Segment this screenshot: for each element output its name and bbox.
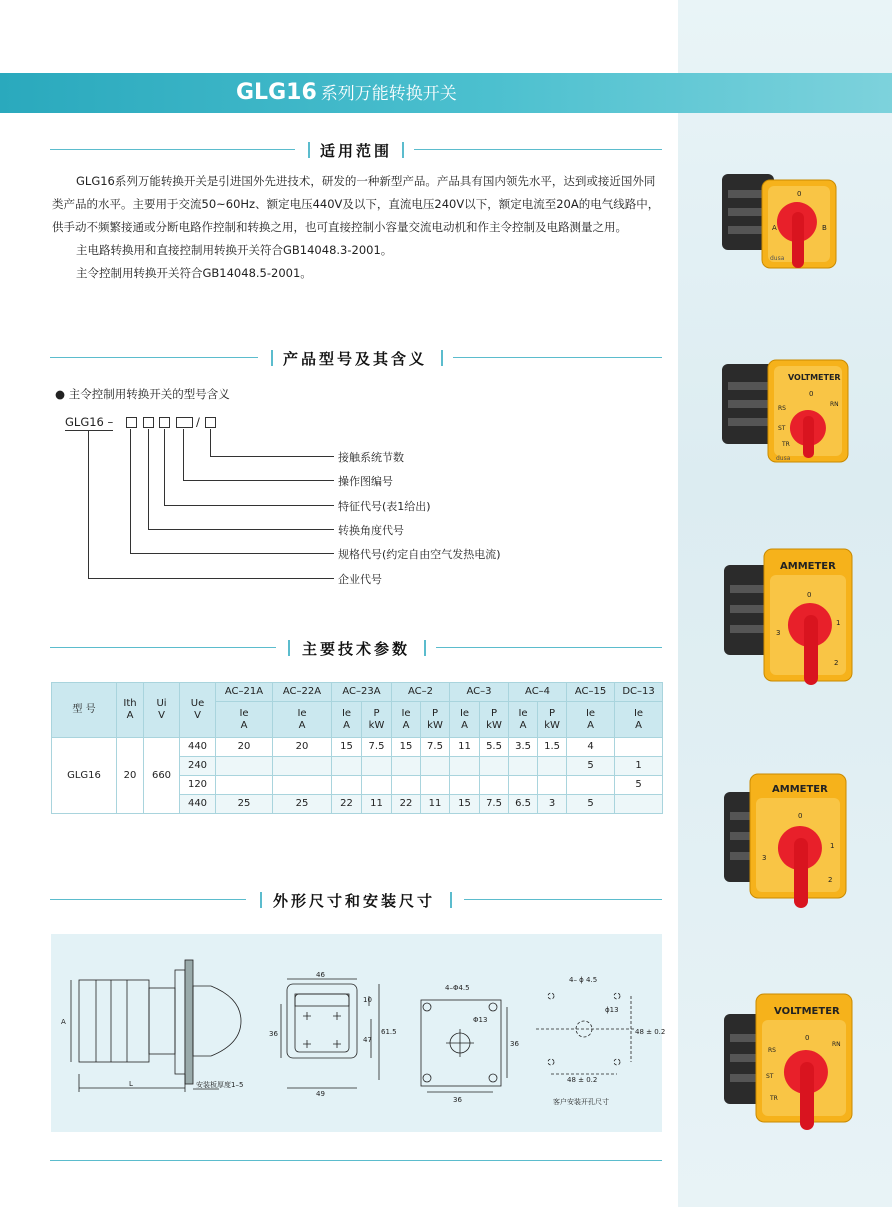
svg-text:0: 0 <box>797 190 802 198</box>
svg-text:AMMETER: AMMETER <box>780 561 836 572</box>
dim-front-d3: 61.5 <box>381 1028 397 1036</box>
th-sub: Ie A <box>615 702 663 738</box>
table-cell: 5 <box>567 795 615 814</box>
table-cell: 22 <box>332 795 362 814</box>
svg-text:1: 1 <box>830 842 835 850</box>
table-cell <box>509 776 538 795</box>
table-cell: 11 <box>362 795 392 814</box>
svg-text:0: 0 <box>798 812 803 820</box>
dim-side-l: L <box>129 1080 133 1088</box>
dim-holes-w: 36 <box>453 1096 462 1104</box>
svg-text:RN: RN <box>830 401 839 408</box>
table-cell: 22 <box>392 795 421 814</box>
dimension-drawings <box>51 934 666 1132</box>
dim-front-bottom: 49 <box>316 1090 325 1098</box>
th-sub: Ie A <box>216 702 273 738</box>
svg-text:A: A <box>772 224 777 232</box>
dim-cutout-h: 48 ± 0.2 <box>635 1028 666 1036</box>
th-group-dc13: DC–13 <box>615 683 663 702</box>
table-cell: 20 <box>216 738 273 757</box>
side-view-drawing <box>71 960 244 1092</box>
th-ue: Ue V <box>180 683 216 738</box>
label-feature-code: 特征代号(表1给出) <box>338 500 431 513</box>
dim-front-d1: 10 <box>363 996 372 1004</box>
svg-text:TR: TR <box>782 441 790 448</box>
dimension-drawing-panel <box>51 934 666 1132</box>
svg-text:dusa: dusa <box>776 455 791 462</box>
dim-cutout-holes: 4– ϕ 4.5 <box>569 976 598 984</box>
dim-holes-h: 36 <box>510 1040 519 1048</box>
th-sub: Ie A <box>273 702 332 738</box>
table-cell: 4 <box>567 738 615 757</box>
table-cell: 3 <box>538 795 567 814</box>
table-cell <box>332 776 362 795</box>
dim-side-a: A <box>61 1018 66 1026</box>
table-cell: 5 <box>615 776 663 795</box>
svg-text:RN: RN <box>832 1041 841 1048</box>
svg-text:ST: ST <box>778 425 786 432</box>
table-cell <box>216 776 273 795</box>
section-title-scope: 适用范围 <box>320 142 393 160</box>
label-contact-sections: 接触系统节数 <box>338 451 404 464</box>
table-cell: 240 <box>180 757 216 776</box>
th-model: 型 号 <box>52 683 117 738</box>
table-cell: 440 <box>180 738 216 757</box>
table-cell: 7.5 <box>421 738 450 757</box>
svg-text:RS: RS <box>778 405 786 412</box>
label-angle-code: 转换角度代号 <box>338 524 404 537</box>
svg-text:3: 3 <box>776 629 781 637</box>
title-bar <box>0 73 892 113</box>
scope-paragraph-1: GLG16系列万能转换开关是引进国外先进技术，研发的一种新型产品。产品具有国内领先水平，达到或接近国外同类产品的水平。主要用于交流50~60Hz、额定电压440V及以下，直流电压240V以下，额定电流至20A的电气线路中，供手动不频繁接通或分断电路作控制和转换之用，也可直接控制小容量交流电动机和作主令控制及电路测量之用。 <box>52 174 660 234</box>
dim-front-top: 46 <box>316 971 325 979</box>
dim-front-left: 36 <box>269 1030 278 1038</box>
th-sub: P kW <box>538 702 567 738</box>
product-photo-voltmeter-2 <box>720 990 860 1135</box>
table-cell <box>273 757 332 776</box>
svg-text:0: 0 <box>809 390 814 398</box>
table-cell: 25 <box>273 795 332 814</box>
scope-text <box>52 170 664 285</box>
section-header-dimensions <box>50 890 662 910</box>
label-spec-code: 规格代号(约定自由空气发热电流) <box>338 548 501 561</box>
table-cell: 25 <box>216 795 273 814</box>
svg-text:VOLTMETER: VOLTMETER <box>788 373 841 382</box>
mounting-holes-drawing <box>421 1000 507 1092</box>
table-cell <box>421 757 450 776</box>
table-cell <box>362 776 392 795</box>
table-cell <box>567 776 615 795</box>
table-cell: 5 <box>567 757 615 776</box>
cell-model: GLG16 <box>52 738 117 814</box>
table-cell <box>362 757 392 776</box>
table-cell <box>421 776 450 795</box>
product-photo-switch-1 <box>712 160 842 280</box>
table-cell <box>332 757 362 776</box>
th-sub: P kW <box>421 702 450 738</box>
dim-panel-thickness: 安装板厚度1–5 <box>196 1081 244 1089</box>
table-cell <box>615 738 663 757</box>
svg-text:TR: TR <box>770 1095 778 1102</box>
section-header-params <box>50 638 662 658</box>
svg-text:VOLTMETER: VOLTMETER <box>774 1006 840 1017</box>
cell-ith: 20 <box>117 738 144 814</box>
dim-holes-label: 4–Φ4.5 <box>445 984 470 992</box>
bottom-divider <box>50 1160 662 1161</box>
table-cell <box>450 776 480 795</box>
section-title-dimensions: 外形尺寸和安装尺寸 <box>273 892 436 910</box>
table-cell: 11 <box>421 795 450 814</box>
table-cell: 7.5 <box>362 738 392 757</box>
th-group-ac3: AC–3 <box>450 683 509 702</box>
svg-text:AMMETER: AMMETER <box>772 784 828 795</box>
table-cell: 1.5 <box>538 738 567 757</box>
svg-text:ST: ST <box>766 1073 774 1080</box>
model-slash: / <box>196 415 200 429</box>
table-cell <box>480 757 509 776</box>
code-box-5 <box>205 417 216 428</box>
table-cell: 3.5 <box>509 738 538 757</box>
dim-cutout-w: 48 ± 0.2 <box>567 1076 598 1084</box>
table-cell: 5.5 <box>480 738 509 757</box>
svg-text:1: 1 <box>836 619 841 627</box>
svg-text:2: 2 <box>834 659 839 667</box>
svg-text:dusa: dusa <box>770 255 785 262</box>
th-ith: Ith A <box>117 683 144 738</box>
th-group-ac2: AC–2 <box>392 683 450 702</box>
model-code-prefix: GLG16 – <box>65 415 114 429</box>
svg-text:3: 3 <box>762 854 767 862</box>
code-box-1 <box>126 417 137 428</box>
th-sub: Ie A <box>567 702 615 738</box>
table-cell <box>450 757 480 776</box>
svg-text:0: 0 <box>807 591 812 599</box>
table-cell: 6.5 <box>509 795 538 814</box>
table-cell <box>615 795 663 814</box>
product-photo-ammeter-2 <box>720 770 860 915</box>
svg-text:0: 0 <box>805 1034 810 1042</box>
th-sub: Ie A <box>450 702 480 738</box>
table-cell <box>538 776 567 795</box>
label-enterprise-code: 企业代号 <box>338 573 382 586</box>
th-sub: Ie A <box>332 702 362 738</box>
th-sub: Ie A <box>392 702 421 738</box>
table-cell <box>273 776 332 795</box>
th-group-ac21a: AC–21A <box>216 683 273 702</box>
product-photo-ammeter-1 <box>718 545 858 690</box>
table-cell: 15 <box>332 738 362 757</box>
table-cell: 11 <box>450 738 480 757</box>
th-sub: P kW <box>480 702 509 738</box>
product-photo-voltmeter-1 <box>712 350 852 470</box>
table-cell <box>509 757 538 776</box>
scope-paragraph-3: 主令控制用转换开关符合GB14048.5-2001。 <box>76 266 312 280</box>
dim-front-d2: 47 <box>363 1036 372 1044</box>
cell-ui: 660 <box>144 738 180 814</box>
spec-table <box>51 682 663 814</box>
dim-holes-center: Φ13 <box>473 1016 488 1024</box>
svg-text:2: 2 <box>828 876 833 884</box>
th-sub: P kW <box>362 702 392 738</box>
th-group-ac22a: AC–22A <box>273 683 332 702</box>
table-cell <box>480 776 509 795</box>
model-bullet: ● 主令控制用转换开关的型号含义 <box>55 387 230 401</box>
table-cell: 7.5 <box>480 795 509 814</box>
dim-cutout-center: ϕ13 <box>605 1006 619 1014</box>
table-cell <box>392 757 421 776</box>
th-group-ac15: AC–15 <box>567 683 615 702</box>
table-cell: 15 <box>392 738 421 757</box>
svg-text:B: B <box>822 224 827 232</box>
section-header-model <box>50 348 662 368</box>
label-operation-diagram: 操作图编号 <box>338 475 393 488</box>
code-box-4 <box>176 417 193 428</box>
scope-paragraph-2: 主电路转换用和直接控制用转换开关符合GB14048.3-2001。 <box>76 243 393 257</box>
table-cell: 15 <box>450 795 480 814</box>
svg-text:RS: RS <box>768 1047 776 1054</box>
table-cell: 440 <box>180 795 216 814</box>
customer-cutout-drawing <box>536 993 636 1074</box>
section-header-scope <box>50 140 662 160</box>
table-cell <box>216 757 273 776</box>
table-cell <box>392 776 421 795</box>
th-ui: Ui V <box>144 683 180 738</box>
code-box-2 <box>143 417 154 428</box>
section-title-model: 产品型号及其含义 <box>283 350 428 368</box>
th-group-ac4: AC–4 <box>509 683 567 702</box>
table-cell: 20 <box>273 738 332 757</box>
table-cell: 1 <box>615 757 663 776</box>
page-title: GLG16 系列万能转换开关 <box>236 80 457 105</box>
table-cell <box>538 757 567 776</box>
table-cell: 120 <box>180 776 216 795</box>
code-box-3 <box>159 417 170 428</box>
section-title-params: 主要技术参数 <box>302 640 411 658</box>
th-sub: Ie A <box>509 702 538 738</box>
th-group-ac23a: AC–23A <box>332 683 392 702</box>
dim-cutout-caption: 客户安装开孔尺寸 <box>553 1098 609 1106</box>
